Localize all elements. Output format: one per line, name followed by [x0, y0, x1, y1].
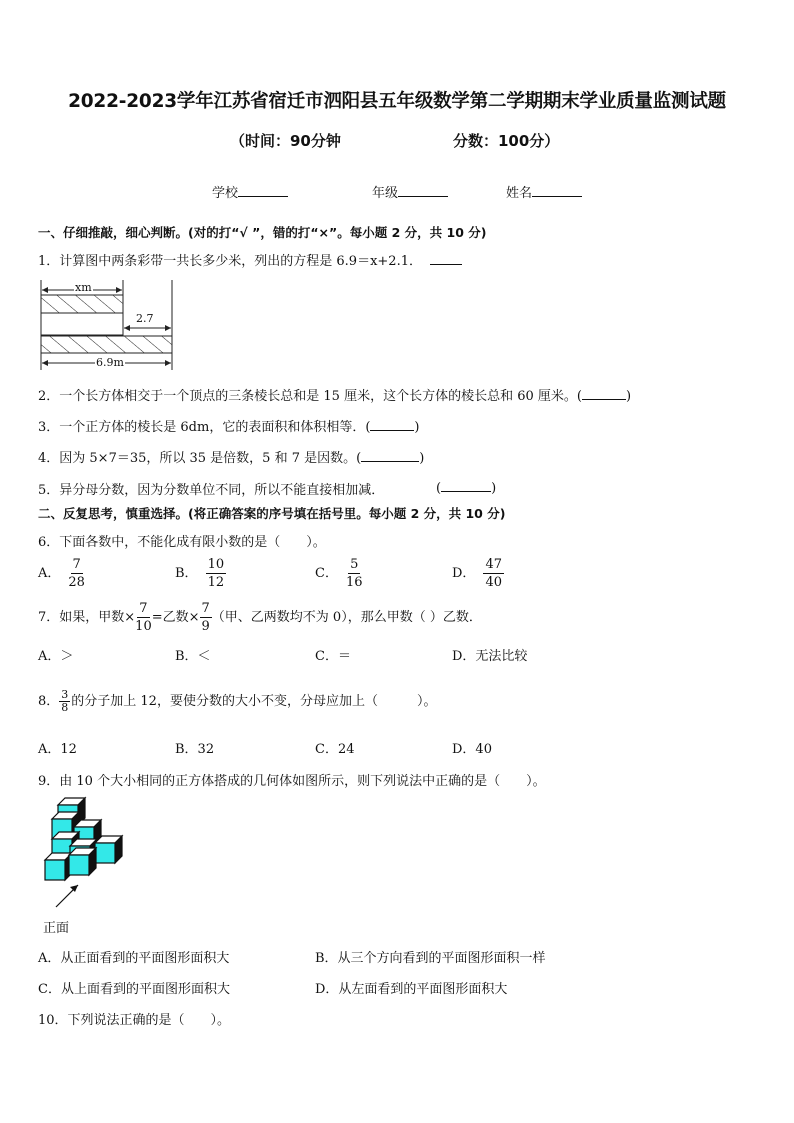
exam-title: 2022-2023学年江苏省宿迁市泗阳县五年级数学第二学期期末学业质量监测试题: [68, 91, 726, 112]
exam-score: 分数：100分）: [453, 132, 560, 150]
option-letter: A．: [38, 566, 61, 581]
close-paren: ): [625, 389, 632, 404]
close-paren: ): [419, 451, 425, 466]
q8-option-b[interactable]: B．32: [175, 742, 215, 757]
question-1: [38, 250, 462, 269]
q9-option-b[interactable]: B．从三个方向看到的平面图形面积一样: [315, 951, 546, 966]
label-2-7: 2.7: [136, 312, 154, 325]
q6-option-d[interactable]: [452, 556, 504, 591]
q8-option-c[interactable]: C．24: [315, 742, 355, 757]
question-5: [38, 479, 384, 498]
question-3: [38, 416, 419, 435]
question-7-part2: =乙数×: [151, 610, 200, 625]
section1-title: 一、仔细推敲，细心判断。(对的打“√ ”，错的打“×”。每小题 2 分，共 10 分): [38, 225, 487, 240]
question-8-number: 8．: [38, 694, 60, 709]
question-7-part1: 7．如果，甲数×: [38, 610, 136, 625]
fraction: [346, 556, 363, 591]
denominator: 10: [135, 619, 152, 634]
option-letter: B．: [175, 566, 198, 581]
numerator: 3: [61, 688, 69, 701]
question-10: 10．下列说法正确的是（ ）。: [38, 1013, 231, 1028]
q7-option-b[interactable]: B．＜: [175, 649, 211, 664]
grade-label: 年级: [372, 186, 399, 201]
option-letter: C．: [315, 566, 338, 581]
question-2: [38, 385, 631, 404]
option-letter: D．: [452, 566, 476, 581]
answer-blank-2[interactable]: [582, 387, 626, 400]
question-8: [38, 689, 436, 714]
answer-blank-5[interactable]: [441, 479, 491, 492]
fraction: [59, 689, 70, 714]
question-1-text: 1．计算图中两条彩带一共长多少米，列出的方程是 6.9＝x+2.1．: [38, 254, 422, 269]
question-7-part3: （甲、乙两数均不为 0），那么甲数（ ）乙数．: [211, 610, 482, 625]
top-ribbon: [41, 295, 123, 313]
fraction: [206, 556, 227, 591]
question-6: 6．下面各数中，不能化成有限小数的是（ ）。: [38, 535, 326, 550]
close-paren: ): [491, 481, 497, 496]
answer-blank-1[interactable]: [430, 252, 462, 265]
q7-option-c[interactable]: C．＝: [315, 649, 351, 664]
bottom-ribbon: [41, 336, 172, 353]
denominator: 28: [68, 575, 85, 590]
cubes-figure: [40, 796, 130, 916]
denominator: 40: [485, 575, 502, 590]
numerator: 47: [485, 557, 502, 572]
answer-blank-3[interactable]: [370, 418, 414, 431]
question-4-text: 4．因为 5×7＝35，所以 35 是倍数，5 和 7 是因数。(: [38, 451, 362, 466]
q7-option-a[interactable]: A．＞: [38, 649, 74, 664]
question-4: [38, 447, 424, 466]
q8-option-a[interactable]: A．12: [38, 742, 77, 757]
question-2-text: 2．一个长方体相交于一个顶点的三条棱长总和是 15 厘米，这个长方体的棱长总和 60 厘米。(: [38, 389, 582, 404]
denominator: 8: [61, 701, 69, 714]
section2-title: 二、反复思考，慎重选择。(将正确答案的序号填在括号里。每小题 2 分，共 10 分): [38, 506, 506, 521]
grade-blank[interactable]: [398, 184, 448, 197]
answer-blank-4[interactable]: [361, 449, 419, 462]
numerator: 7: [201, 601, 210, 616]
question-9: 9．由 10 个大小相同的正方体搭成的几何体如图所示，则下列说法中正确的是（ ）。: [38, 774, 546, 789]
numerator: 7: [139, 601, 148, 616]
question-5-text: 5．异分母分数，因为分数单位不同，所以不能直接相加减．: [38, 483, 385, 498]
fraction: [135, 600, 152, 635]
fraction: [483, 556, 504, 591]
q6-option-c[interactable]: [315, 556, 363, 591]
denominator: 9: [201, 619, 210, 634]
name-label: 姓名: [506, 186, 533, 201]
q7-option-d[interactable]: D．无法比较: [452, 649, 528, 664]
numerator: 10: [207, 557, 225, 572]
name-blank[interactable]: [532, 184, 582, 197]
school-field: [212, 182, 288, 201]
close-paren: ): [414, 420, 420, 435]
fraction: [68, 556, 85, 591]
q9-option-c[interactable]: C．从上面看到的平面图形面积大: [38, 982, 230, 997]
school-label: 学校: [212, 186, 239, 201]
question-7: [38, 600, 482, 635]
label-xm: xm: [75, 281, 92, 294]
exam-time: （时间：90分钟: [230, 132, 341, 150]
denominator: 12: [207, 575, 225, 590]
open-paren: (: [436, 481, 442, 496]
denominator: 16: [345, 575, 363, 590]
front-label: 正面: [43, 921, 70, 936]
q9-option-d[interactable]: D．从左面看到的平面图形面积大: [315, 982, 508, 997]
label-6-9m: 6.9m: [96, 356, 124, 369]
numerator: 5: [350, 557, 359, 572]
q8-option-d[interactable]: D．40: [452, 742, 492, 757]
q6-option-b[interactable]: [175, 556, 226, 591]
school-blank[interactable]: [238, 184, 288, 197]
name-field: [506, 182, 582, 201]
fraction: [200, 600, 212, 635]
question-5-answer: [436, 479, 496, 496]
numerator: 7: [72, 557, 81, 572]
q6-option-a[interactable]: [38, 556, 85, 591]
question-8-text: 的分子加上 12，要使分数的大小不变，分母应加上（ ）。: [71, 694, 437, 709]
question-3-text: 3．一个正方体的棱长是 6dm，它的表面积和体积相等．(: [38, 420, 371, 435]
q9-option-a[interactable]: A．从正面看到的平面图形面积大: [38, 951, 230, 966]
grade-field: [372, 182, 448, 201]
